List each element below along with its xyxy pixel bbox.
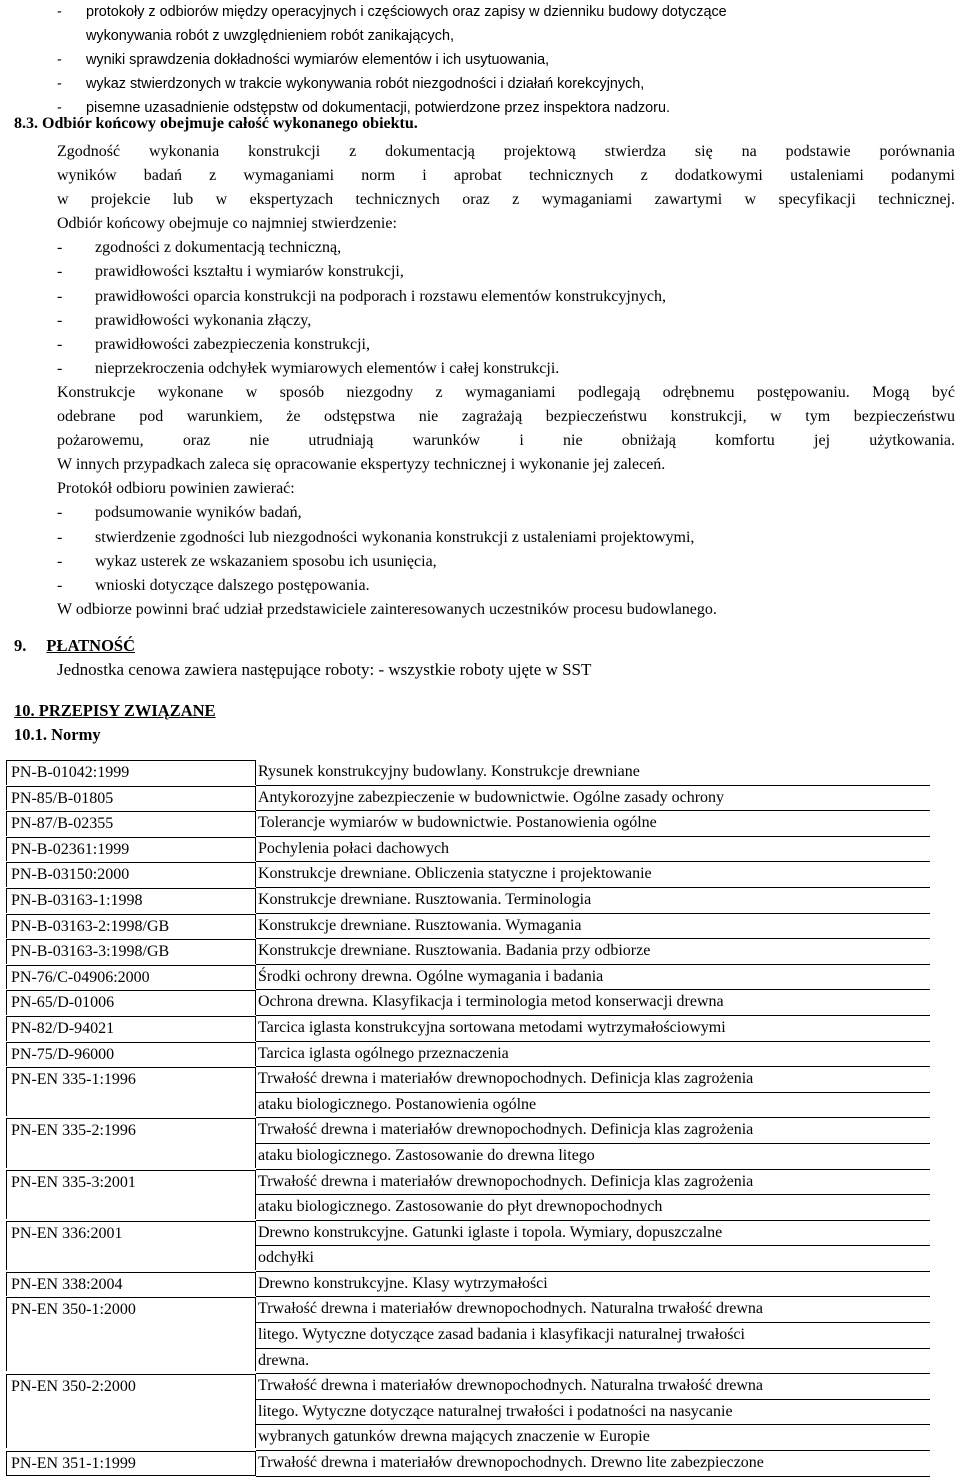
norm-code: PN-76/C-04906:2000	[6, 965, 256, 990]
norm-description-cell	[256, 1374, 930, 1451]
norm-code: PN-B-03163-1:1998	[6, 888, 256, 913]
list-item-text: wykaz stwierdzonych w trakcie wykonywania robót niezgodności i działań korekcyjnych,	[86, 76, 645, 92]
list-item: - nieprzekroczenia odchyłek wymiarowych elementów i całej konstrukcji.	[57, 359, 560, 377]
norm-description-line: Antykorozyjne zabezpieczenie w budownictwie. Ogólne zasady ochrony	[256, 786, 930, 812]
payment-text: Jednostka cenowa zawiera następujące roboty: - wszystkie roboty ujęte w SST	[57, 660, 592, 679]
norm-code-cell	[6, 1297, 256, 1374]
records-list	[57, 0, 957, 120]
list-item: - podsumowanie wyników badań,	[57, 504, 302, 522]
norm-description-line: Rysunek konstrukcyjny budowlany. Konstrukcje drewniane	[256, 760, 930, 786]
norm-description-cell	[256, 990, 930, 1016]
norm-description-cell	[256, 965, 930, 991]
table-row	[6, 760, 930, 786]
paragraph-line: W odbiorze powinni brać udział przedstawiciele zainteresowanych uczestników procesu budowlanego.	[57, 600, 717, 618]
norm-description-cell	[256, 1221, 930, 1272]
norm-description-line: wybranych gatunków drewna mających znaczenie w Europie	[256, 1425, 930, 1451]
norm-code: PN-EN 336:2001	[6, 1221, 256, 1270]
section-heading-10: 10. PRZEPISY ZWIĄZANE	[14, 701, 216, 720]
norm-description-line: litego. Wytyczne dotyczące zasad badania i klasyfikacji naturalnej trwałości	[256, 1323, 930, 1349]
norm-description-cell	[256, 1016, 930, 1042]
norm-description-cell	[256, 1042, 930, 1068]
norm-description-line: Środki ochrony drewna. Ogólne wymagania i badania	[256, 965, 930, 991]
norm-code-cell	[6, 1451, 256, 1477]
norm-description-line: Konstrukcje drewniane. Rusztowania. Badania przy odbiorze	[256, 939, 930, 965]
paragraph-line: W innych przypadkach zaleca się opracowanie ekspertyzy technicznej i wykonanie jej zaleceń.	[57, 456, 666, 474]
list-item: - prawidłowości zabezpieczenia konstrukcji,	[57, 335, 370, 353]
list-item: - wykaz stwierdzonych w trakcie wykonywania robót niezgodności i działań korekcyjnych,	[57, 76, 645, 92]
norm-description-line: Trwałość drewna i materiałów drewnopochodnych. Definicja klas zagrożenia	[256, 1118, 930, 1144]
norm-description-line: Tarcica iglasta ogólnego przeznaczenia	[256, 1042, 930, 1068]
norm-description-cell	[256, 1451, 930, 1477]
paragraph-line: Zgodność wykonania konstrukcji z dokumentacją projektową stwierdza się na podstawie porównania	[57, 143, 955, 160]
norm-code: PN-EN 335-3:2001	[6, 1170, 256, 1219]
norm-description-line: Konstrukcje drewniane. Rusztowania. Terminologia	[256, 888, 930, 914]
norm-description-cell	[256, 1118, 930, 1169]
norm-description-cell	[256, 1297, 930, 1374]
list-item: - zgodności z dokumentacją techniczną,	[57, 239, 342, 257]
norm-code: PN-B-02361:1999	[6, 837, 256, 862]
norm-code-cell	[6, 862, 256, 888]
norm-description-line: ataku biologicznego. Zastosowanie do drewna litego	[256, 1144, 930, 1170]
list-item-text: podsumowanie wyników badań,	[95, 504, 302, 522]
norm-description-line: Trwałość drewna i materiałów drewnopochodnych. Drewno lite zabezpieczone	[256, 1451, 930, 1477]
norm-description-line: Tolerancje wymiarów w budownictwie. Postanowienia ogólne	[256, 811, 930, 837]
norm-code: PN-82/D-94021	[6, 1016, 256, 1041]
norm-description-cell	[256, 1272, 930, 1298]
norm-code-cell	[6, 1067, 256, 1118]
section-heading-9	[14, 636, 135, 656]
table-row	[6, 1042, 930, 1068]
norm-code: PN-85/B-01805	[6, 786, 256, 811]
norm-code-cell	[6, 837, 256, 863]
norm-code-cell	[6, 1118, 256, 1169]
norm-code: PN-87/B-02355	[6, 811, 256, 836]
norm-code-cell	[6, 786, 256, 812]
list-item-continuation	[57, 24, 957, 48]
table-row	[6, 811, 930, 837]
norm-description-line: odchyłki	[256, 1246, 930, 1272]
norm-description-line: Trwałość drewna i materiałów drewnopochodnych. Naturalna trwałość drewna	[256, 1374, 930, 1400]
list-item: - pisemne uzasadnienie odstępstw od dokumentacji, potwierdzone przez inspektora nadzoru.	[57, 100, 670, 116]
table-row	[6, 1451, 930, 1477]
norm-description-line: Trwałość drewna i materiałów drewnopochodnych. Definicja klas zagrożenia	[256, 1170, 930, 1196]
list-item-text: zgodności z dokumentacją techniczną,	[95, 239, 342, 257]
table-row	[6, 939, 930, 965]
norm-code: PN-B-03163-3:1998/GB	[6, 939, 256, 964]
table-row	[6, 837, 930, 863]
norm-code: PN-EN 335-2:1996	[6, 1118, 256, 1167]
norm-description-line: Drewno konstrukcyjne. Klasy wytrzymałości	[256, 1272, 930, 1298]
list-item-text: prawidłowości wykonania złączy,	[95, 311, 312, 329]
list-item: - protokoły z odbiorów między operacyjnych i częściowych oraz zapisy w dzienniku budowy dotyczące	[57, 4, 727, 20]
paragraph-line: Protokół odbioru powinien zawierać:	[57, 480, 295, 498]
norm-code: PN-EN 350-2:2000	[6, 1374, 256, 1448]
list-item-text: wykonywania robót z uwzględnieniem robót zanikających,	[86, 28, 454, 44]
norm-description-cell	[256, 888, 930, 914]
norm-code-cell	[6, 1221, 256, 1272]
norm-description-line: Drewno konstrukcyjne. Gatunki iglaste i topola. Wymiary, dopuszczalne	[256, 1221, 930, 1247]
norm-description-cell	[256, 1067, 930, 1118]
norm-code: PN-75/D-96000	[6, 1042, 256, 1067]
norm-description-line: ataku biologicznego. Zastosowanie do płyt drewnopochodnych	[256, 1195, 930, 1221]
final-acceptance-body	[57, 140, 955, 622]
norm-code-cell	[6, 939, 256, 965]
list-item: - prawidłowości oparcia konstrukcji na podporach i rozstawu elementów konstrukcyjnych,	[57, 287, 666, 305]
list-item: - prawidłowości kształtu i wymiarów konstrukcji,	[57, 263, 404, 281]
norm-description-cell	[256, 786, 930, 812]
norm-description-cell	[256, 760, 930, 786]
subsection-heading-10-1: 10.1. Normy	[14, 725, 101, 744]
list-item-text: pisemne uzasadnienie odstępstw od dokumentacji, potwierdzone przez inspektora nadzoru.	[86, 100, 670, 116]
list-item-text: protokoły z odbiorów między operacyjnych i częściowych oraz zapisy w dzienniku budowy dotyczące	[86, 4, 727, 20]
list-item: - wykaz usterek ze wskazaniem sposobu ich usunięcia,	[57, 552, 437, 570]
norm-code-cell	[6, 888, 256, 914]
list-item: - wyniki sprawdzenia dokładności wymiarów elementów i ich usytuowania,	[57, 52, 550, 68]
table-row	[6, 1170, 930, 1221]
norm-description-cell	[256, 862, 930, 888]
norm-description-cell	[256, 811, 930, 837]
norm-code-cell	[6, 1170, 256, 1221]
paragraph-line: odebrane pod warunkiem, że odstępstwa nie zagrażają bezpieczeństwu konstrukcji, w tym bezpieczeństwu	[57, 408, 955, 426]
norm-code-cell	[6, 990, 256, 1016]
table-row	[6, 965, 930, 991]
norm-description-cell	[256, 914, 930, 940]
paragraph-line: w projekcie lub w ekspertyzach technicznych oraz z wymaganiami zawartymi w specyfikacji technicznej.	[57, 191, 955, 209]
table-row	[6, 888, 930, 914]
list-item-text: prawidłowości oparcia konstrukcji na podporach i rozstawu elementów konstrukcyjnych,	[95, 287, 666, 305]
norm-description-line: Trwałość drewna i materiałów drewnopochodnych. Definicja klas zagrożenia	[256, 1067, 930, 1093]
paragraph-line: wyników badań z wymaganiami norm i aprobat technicznych z dodatkowymi ustaleniami podanymi	[57, 167, 955, 185]
list-item-text: prawidłowości zabezpieczenia konstrukcji,	[95, 335, 370, 353]
norm-description-line: Ochrona drewna. Klasyfikacja i terminologia metod konserwacji drewna	[256, 990, 930, 1016]
list-item-text: prawidłowości kształtu i wymiarów konstrukcji,	[95, 263, 404, 281]
norm-code-cell	[6, 914, 256, 940]
norm-description-line: Pochylenia połaci dachowych	[256, 837, 930, 863]
section-heading-8-3: 8.3. Odbiór końcowy obejmuje całość wykonanego obiektu.	[14, 115, 418, 132]
table-row	[6, 1016, 930, 1042]
paragraph-line: Odbiór końcowy obejmuje co najmniej stwierdzenie:	[57, 215, 397, 233]
norm-code-cell	[6, 1374, 256, 1451]
norm-code-cell	[6, 1042, 256, 1068]
section-title: PŁATNOŚĆ	[46, 636, 135, 655]
norm-code-cell	[6, 965, 256, 991]
list-item: - prawidłowości wykonania złączy,	[57, 311, 312, 329]
norms-table	[6, 760, 930, 1477]
table-row	[6, 786, 930, 812]
norm-code: PN-B-03150:2000	[6, 862, 256, 887]
list-item-text: wnioski dotyczące dalszego postępowania.	[95, 576, 370, 594]
table-row	[6, 914, 930, 940]
norm-description-cell	[256, 1170, 930, 1221]
norm-code-cell	[6, 1016, 256, 1042]
norm-description-line: drewna.	[256, 1349, 930, 1375]
paragraph-line: Konstrukcje wykonane w sposób niezgodny z wymaganiami podlegają odrębnemu postępowaniu. Mogą być	[57, 383, 955, 401]
list-item-text: wykaz usterek ze wskazaniem sposobu ich usunięcia,	[95, 552, 437, 570]
norm-code: PN-EN 335-1:1996	[6, 1067, 256, 1116]
norm-description-cell	[256, 837, 930, 863]
list-item-text: wyniki sprawdzenia dokładności wymiarów elementów i ich usytuowania,	[86, 52, 550, 68]
norm-description-cell	[256, 939, 930, 965]
paragraph-line: pożarowemu, oraz nie utrudniają warunków i nie obniżają komfortu jej użytkowania.	[57, 432, 955, 450]
list-item-text: nieprzekroczenia odchyłek wymiarowych elementów i całej konstrukcji.	[95, 359, 560, 377]
norm-code: PN-B-01042:1999	[6, 760, 256, 785]
table-row	[6, 1297, 930, 1374]
list-item: - stwierdzenie zgodności lub niezgodności wykonania konstrukcji z ustaleniami projektowymi,	[57, 528, 695, 546]
table-row	[6, 1067, 930, 1118]
norm-description-line: litego. Wytyczne dotyczące naturalnej trwałości i podatności na nasycanie	[256, 1400, 930, 1426]
norm-code-cell	[6, 1272, 256, 1298]
table-row	[6, 1118, 930, 1169]
norm-code: PN-EN 338:2004	[6, 1272, 256, 1297]
norm-description-line: Tarcica iglasta konstrukcyjna sortowana metodami wytrzymałościowymi	[256, 1016, 930, 1042]
norm-code: PN-B-03163-2:1998/GB	[6, 914, 256, 939]
table-row	[6, 1272, 930, 1298]
norm-code-cell	[6, 811, 256, 837]
norm-description-line: ataku biologicznego. Postanowienia ogólne	[256, 1093, 930, 1119]
section-number: 9.	[14, 636, 27, 655]
table-row	[6, 862, 930, 888]
table-row	[6, 1374, 930, 1451]
norm-code: PN-EN 350-1:2000	[6, 1297, 256, 1371]
norm-code-cell	[6, 760, 256, 786]
norm-description-line: Trwałość drewna i materiałów drewnopochodnych. Naturalna trwałość drewna	[256, 1297, 930, 1323]
norm-code: PN-65/D-01006	[6, 990, 256, 1015]
norm-description-line: Konstrukcje drewniane. Obliczenia statyczne i projektowanie	[256, 862, 930, 888]
norm-description-line: Konstrukcje drewniane. Rusztowania. Wymagania	[256, 914, 930, 940]
table-row	[6, 1221, 930, 1272]
table-row	[6, 990, 930, 1016]
list-item-text: stwierdzenie zgodności lub niezgodności wykonania konstrukcji z ustaleniami projektowymi,	[95, 528, 695, 546]
norm-code: PN-EN 351-1:1999	[6, 1451, 256, 1476]
list-item: - wnioski dotyczące dalszego postępowania.	[57, 576, 370, 594]
